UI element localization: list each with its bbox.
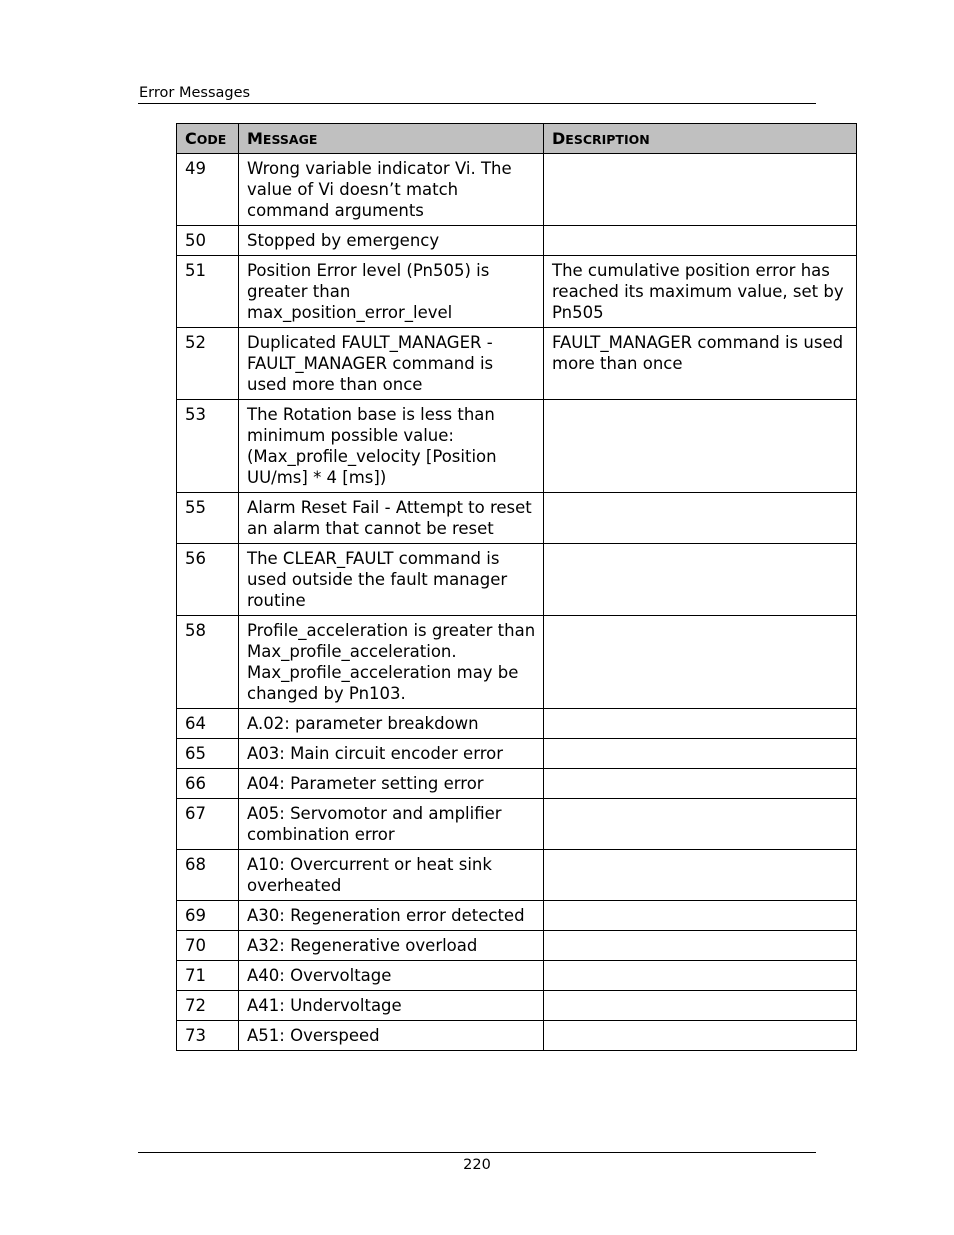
error-message-cell: A41: Undervoltage	[239, 991, 544, 1021]
error-description-cell	[544, 1021, 857, 1051]
error-description-cell	[544, 799, 857, 850]
column-header-code	[177, 124, 239, 154]
page-number: 220	[463, 1157, 491, 1173]
error-code-cell: 49	[177, 154, 239, 226]
error-message-cell: A10: Overcurrent or heat sink overheated	[239, 850, 544, 901]
table-row	[177, 961, 857, 991]
error-description-cell	[544, 226, 857, 256]
running-header: Error Messages	[139, 85, 251, 101]
error-description-cell	[544, 769, 857, 799]
table-row	[177, 400, 857, 493]
error-code-cell: 69	[177, 901, 239, 931]
error-code-cell: 66	[177, 769, 239, 799]
header-rule	[138, 103, 816, 104]
table-row	[177, 493, 857, 544]
column-header-message-rest: ESSAGE	[262, 132, 318, 147]
error-code-cell: 71	[177, 961, 239, 991]
table-row	[177, 850, 857, 901]
table-body	[177, 154, 857, 1051]
error-message-cell: Alarm Reset Fail - Attempt to reset an alarm that cannot be reset	[239, 493, 544, 544]
table-row	[177, 709, 857, 739]
error-description-cell	[544, 400, 857, 493]
error-message-cell: A03: Main circuit encoder error	[239, 739, 544, 769]
error-description-cell	[544, 544, 857, 616]
table-row	[177, 991, 857, 1021]
column-header-message	[239, 124, 544, 154]
column-header-code-rest: ODE	[196, 132, 227, 147]
error-description-cell	[544, 931, 857, 961]
table-row	[177, 1021, 857, 1051]
error-description-cell: FAULT_MANAGER command is used more than once	[544, 328, 857, 400]
error-message-cell: Wrong variable indicator Vi. The value of Vi doesn’t match command arguments	[239, 154, 544, 226]
error-code-cell: 58	[177, 616, 239, 709]
error-code-cell: 55	[177, 493, 239, 544]
error-message-cell: A04: Parameter setting error	[239, 769, 544, 799]
table-row	[177, 616, 857, 709]
error-description-cell	[544, 901, 857, 931]
error-message-cell: The CLEAR_FAULT command is used outside the fault manager routine	[239, 544, 544, 616]
table-row	[177, 544, 857, 616]
error-description-cell	[544, 154, 857, 226]
error-message-cell: A30: Regeneration error detected	[239, 901, 544, 931]
column-header-description	[544, 124, 857, 154]
error-code-cell: 72	[177, 991, 239, 1021]
table-row	[177, 154, 857, 226]
error-description-cell	[544, 961, 857, 991]
error-code-cell: 73	[177, 1021, 239, 1051]
error-code-cell: 65	[177, 739, 239, 769]
error-message-cell: Profile_acceleration is greater than Max_profile_acceleration. Max_profile_acceleration may be changed by Pn103.	[239, 616, 544, 709]
table-row	[177, 226, 857, 256]
error-code-cell: 70	[177, 931, 239, 961]
table-row	[177, 769, 857, 799]
error-message-cell: A.02: parameter breakdown	[239, 709, 544, 739]
error-code-cell: 50	[177, 226, 239, 256]
error-description-cell	[544, 616, 857, 709]
column-header-message-initial: M	[247, 129, 263, 148]
error-description-cell	[544, 709, 857, 739]
error-description-cell: The cumulative position error has reached its maximum value, set by Pn505	[544, 256, 857, 328]
error-code-cell: 56	[177, 544, 239, 616]
table-header-row	[177, 124, 857, 154]
error-code-cell: 64	[177, 709, 239, 739]
error-code-cell: 52	[177, 328, 239, 400]
error-code-cell: 51	[177, 256, 239, 328]
table-row	[177, 931, 857, 961]
error-code-cell: 67	[177, 799, 239, 850]
column-header-description-rest: ESCRIPTION	[565, 132, 650, 147]
error-message-cell: A51: Overspeed	[239, 1021, 544, 1051]
column-header-description-initial: D	[552, 129, 566, 148]
table-row	[177, 739, 857, 769]
error-description-cell	[544, 739, 857, 769]
table-row	[177, 901, 857, 931]
error-code-cell: 53	[177, 400, 239, 493]
error-description-cell	[544, 991, 857, 1021]
table-row	[177, 256, 857, 328]
footer-rule	[138, 1152, 816, 1153]
table-row	[177, 799, 857, 850]
error-message-cell: The Rotation base is less than minimum possible value: (Max_profile_velocity [Position UU/ms] * 4 [ms])	[239, 400, 544, 493]
error-message-cell: A32: Regenerative overload	[239, 931, 544, 961]
error-message-cell: Duplicated FAULT_MANAGER - FAULT_MANAGER command is used more than once	[239, 328, 544, 400]
error-message-cell: Position Error level (Pn505) is greater than max_position_error_level	[239, 256, 544, 328]
table-row	[177, 328, 857, 400]
error-message-cell: A40: Overvoltage	[239, 961, 544, 991]
error-message-cell: A05: Servomotor and amplifier combination error	[239, 799, 544, 850]
error-description-cell	[544, 493, 857, 544]
error-messages-table	[176, 123, 857, 1051]
error-code-cell: 68	[177, 850, 239, 901]
column-header-code-initial: C	[185, 129, 197, 148]
error-message-cell: Stopped by emergency	[239, 226, 544, 256]
error-description-cell	[544, 850, 857, 901]
